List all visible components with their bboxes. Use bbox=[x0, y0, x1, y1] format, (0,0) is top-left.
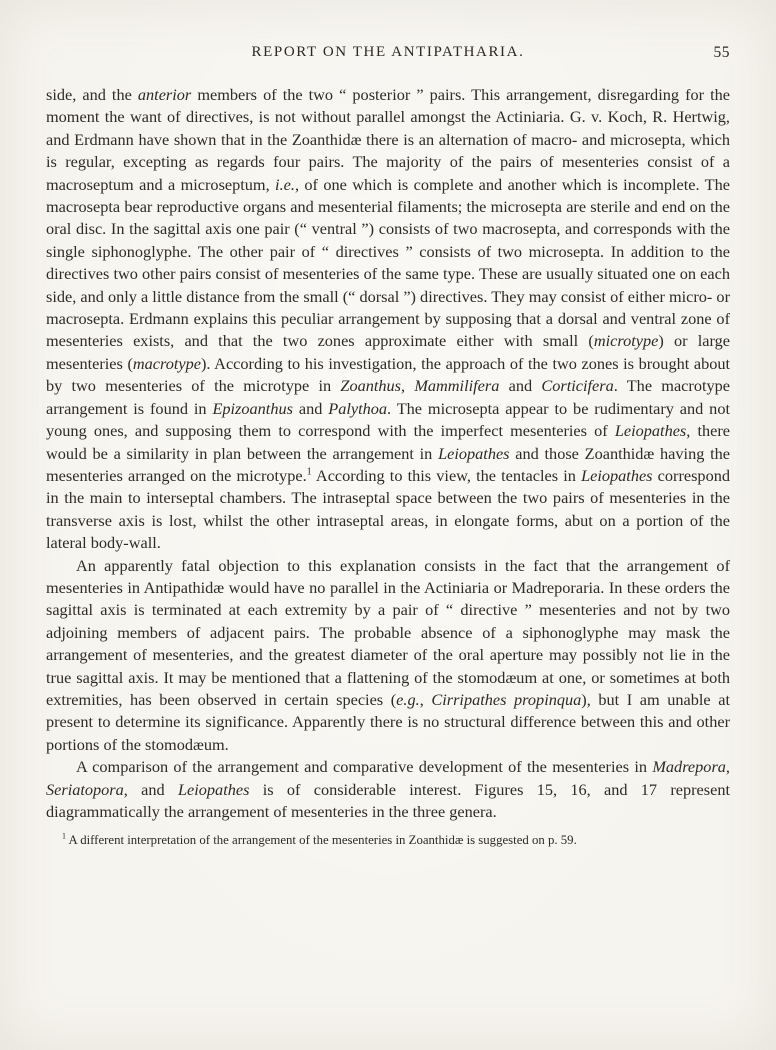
text-run: , bbox=[401, 376, 415, 396]
italic-text-run: i.e. bbox=[275, 174, 295, 194]
text-run: . The microsepta appear to be rudimentary and not young ones, and supposing them to correspond with the imperfect mesenteries of bbox=[46, 398, 730, 441]
text-run: is of considerable interest. Figures 15, 16, and 17 represent diagrammatically the arrangement of mesenteries in the three genera. bbox=[46, 779, 731, 821]
paragraph bbox=[46, 84, 730, 555]
italic-text-run: Leiopathes bbox=[581, 465, 653, 485]
footnote bbox=[46, 832, 730, 849]
text-run: A different interpretation of the arrangement of the mesenteries in Zoanthidæ is suggested on p. 59. bbox=[65, 833, 577, 848]
text-run: correspond in the main to interseptal chambers. The intraseptal space between the two pairs of mesenteries in the transverse axis is lost, whilst the other intraseptal areas, in elongate forms, abut on a portion of the lateral body-wall. bbox=[46, 465, 730, 553]
text-run: , bbox=[419, 689, 432, 709]
text-run: and bbox=[292, 398, 329, 418]
italic-text-run: Palythoa bbox=[328, 398, 388, 418]
text-run: A comparison of the arrangement and comparative development of the mesenteries in bbox=[76, 757, 653, 777]
text-run: and those Zoanthidæ having the mesenteries arranged on the microtype. bbox=[46, 443, 730, 485]
page-number: 55 bbox=[713, 44, 730, 61]
body-text bbox=[46, 84, 730, 823]
italic-text-run: Madrepora bbox=[652, 757, 726, 777]
text-run: . The macrotype arrangement is found in bbox=[46, 376, 731, 418]
italic-text-run: Leiopathes bbox=[614, 421, 687, 441]
italic-text-run: e.g. bbox=[396, 689, 420, 709]
italic-text-run: macrotype bbox=[132, 353, 201, 373]
italic-text-run: Zoanthus bbox=[340, 376, 402, 396]
text-run: An apparently fatal objection to this explanation consists in the fact that the arrangement of mesenteries in Antipathidæ would have no parallel in the Actiniaria or Madreporaria. In these orders the sagittal axis is terminated at each extremity by a pair of “ directive ” mesenteries and not by two adjoining members of adjacent pairs. The probable absence of a siphonoglyphe may mask the arrangement of mesenteries, and the greatest diameter of the oral aperture may possibly not lie in the true sagittal axis. It may be mentioned that a flattening of the stomodæum at one, or sometimes at both extremities, has been observed in certain species ( bbox=[46, 555, 730, 709]
text-run: ) or large mesenteries ( bbox=[46, 331, 730, 373]
text-run: , and bbox=[123, 779, 178, 799]
italic-text-run: Epizoanthus bbox=[212, 398, 293, 418]
text-run: , there would be a similarity in plan between the arrangement in bbox=[46, 421, 730, 463]
italic-text-run: Cirripathes propinqua bbox=[431, 689, 582, 709]
running-header-title: REPORT ON THE ANTIPATHARIA. bbox=[251, 44, 525, 60]
italic-text-run: Seriatopora bbox=[46, 779, 124, 799]
text-run: According to this view, the tentacles in bbox=[311, 465, 582, 485]
text-run: , of one which is complete and another which is incomplete. The macrosepta bear reproductive organs and mesenterial filaments; the microsepta are sterile and end on the oral disc. In the sagittal axis one pair (“ ventral ”) consists of two macrosepta, and corresponds with the single siphonoglyphe. The other pair of “ directives ” consists of two microsepta. In addition to the directives two other pairs consist of mesenteries of the same type. These are usually situated one on each side, and only a little distance from the small (“ dorsal ”) directives. They may consist of either micro- or macrosepta. Erdmann explains this peculiar arrangement by supposing that a dorsal and ventral zone of mesenteries exists, and that the two zones approximate either with small ( bbox=[46, 174, 730, 351]
paragraph bbox=[46, 756, 730, 823]
italic-text-run: anterior bbox=[137, 85, 192, 104]
text-run: ). According to his investigation, the approach of the two zones is brought about by two mesenteries of the microtype in bbox=[46, 353, 731, 396]
text-run: , bbox=[725, 757, 730, 777]
italic-text-run: Corticifera bbox=[541, 376, 614, 396]
italic-text-run: Leiopathes bbox=[438, 443, 510, 463]
italic-text-run: Leiopathes bbox=[177, 779, 250, 799]
footnote-marker: 1 bbox=[306, 466, 312, 478]
italic-text-run: Mammilifera bbox=[414, 376, 500, 396]
text-run: side, and the bbox=[46, 85, 138, 104]
text-run: ), but I am unable at present to determine its significance. Apparently there is no structural difference between this and other portions of the stomodæum. bbox=[46, 689, 731, 754]
text-run: and bbox=[499, 376, 542, 396]
text-run: members of the two “ posterior ” pairs. This arrangement, disregarding for the moment the want of directives, is not without parallel amongst the Actiniaria. G. v. Koch, R. Hertwig, and Erdmann have shown that in the Zoanthidæ there is an alternation of macro- and microsepta, which is regular, excepting as regards four pairs. The majority of the pairs of mesenteries consist of a macroseptum and a microseptum, bbox=[46, 85, 731, 194]
running-header bbox=[46, 44, 730, 61]
italic-text-run: microtype bbox=[593, 331, 659, 351]
footnote-marker: 1 bbox=[62, 832, 66, 842]
paragraph bbox=[46, 555, 730, 757]
